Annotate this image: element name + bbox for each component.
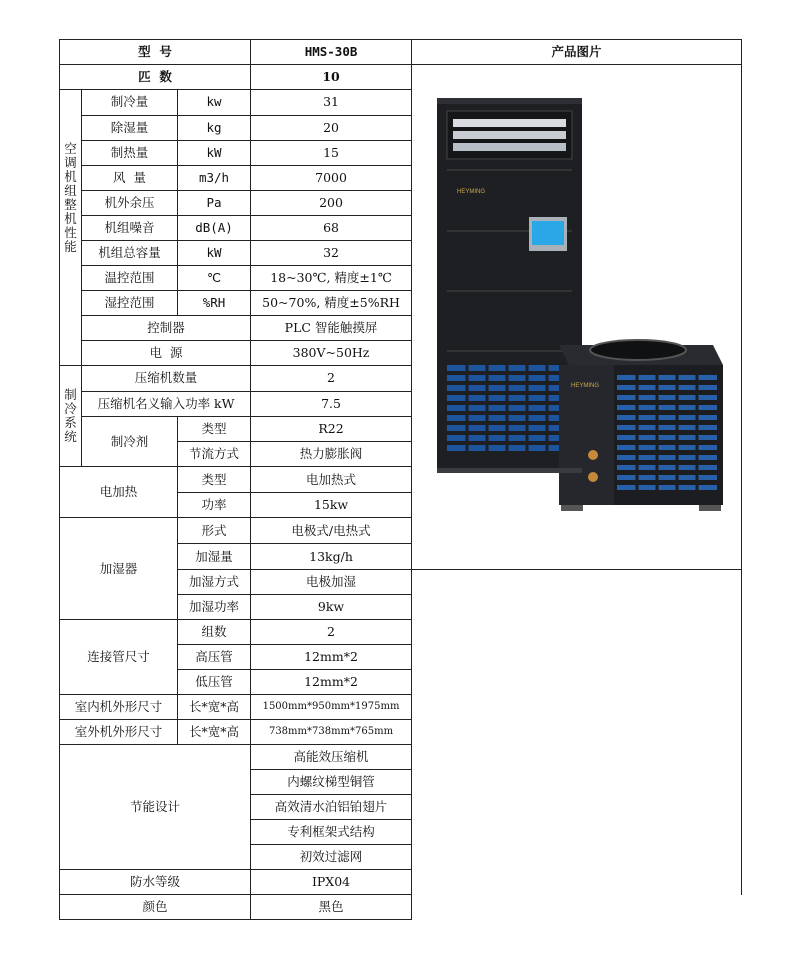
ac-value: 15 xyxy=(251,140,412,165)
ac-name: 除湿量 xyxy=(82,115,178,140)
pipe-groups-value: 2 xyxy=(251,620,412,645)
color-value: 黑色 xyxy=(251,895,412,920)
svg-text:HEYMING: HEYMING xyxy=(456,189,485,195)
ac-unit: kW xyxy=(178,240,251,265)
ac-name: 制热量 xyxy=(82,140,178,165)
ac-value: 31 xyxy=(251,90,412,116)
pipe-label: 连接管尺寸 xyxy=(60,620,178,695)
pipe-high-label: 高压管 xyxy=(178,645,251,670)
pishu-value: 10 xyxy=(251,65,412,90)
humidifier-form-value: 电极式/电热式 xyxy=(251,518,412,544)
ac-unit: kg xyxy=(178,115,251,140)
refrig-group-label xyxy=(60,365,82,467)
compressor-count-value: 2 xyxy=(251,365,412,391)
ac-unit: %RH xyxy=(178,290,251,315)
ac-name: 风 量 xyxy=(82,165,178,190)
spec-table xyxy=(59,39,742,920)
ac-value: 200 xyxy=(251,190,412,215)
energy-label: 节能设计 xyxy=(60,745,251,870)
vertical-char: 组 xyxy=(64,183,77,198)
electric-heat-type-label: 类型 xyxy=(178,467,251,493)
outdoor-size-sub: 长*宽*高 xyxy=(178,720,251,745)
ac-name: 机组噪音 xyxy=(82,215,178,240)
energy-item: 专利框架式结构 xyxy=(251,820,412,845)
indoor-size-sub: 长*宽*高 xyxy=(178,695,251,720)
ac-value: 32 xyxy=(251,240,412,265)
ac-unit: m3/h xyxy=(178,165,251,190)
refrigerant-type-label: 类型 xyxy=(178,416,251,442)
vertical-char: 制 xyxy=(64,387,77,403)
ac-group-label xyxy=(60,90,82,366)
humidifier-label: 加湿器 xyxy=(60,518,178,620)
vertical-char: 性 xyxy=(64,225,77,240)
refrigerant-throttle-value: 热力膨胀阀 xyxy=(251,442,412,467)
ac-value: 20 xyxy=(251,115,412,140)
unit-photo xyxy=(413,65,741,565)
indoor-size-label: 室内机外形尺寸 xyxy=(60,695,178,720)
ac-unit: kW xyxy=(178,140,251,165)
ac-value: 18~30℃, 精度±1℃ xyxy=(251,265,412,290)
ac-unit: Pa xyxy=(178,190,251,215)
compressor-power-label: 压缩机名义输入功率 kW xyxy=(82,391,251,416)
outdoor-size-label: 室外机外形尺寸 xyxy=(60,720,178,745)
waterproof-value: IPX04 xyxy=(251,870,412,895)
compressor-count-label: 压缩机数量 xyxy=(82,365,251,391)
humidifier-amount-value: 13kg/h xyxy=(251,544,412,570)
refrigerant-label: 制冷剂 xyxy=(82,416,178,467)
humidifier-power-value: 9kw xyxy=(251,595,412,620)
energy-item: 高效清水泊铝铂翅片 xyxy=(251,795,412,820)
ac-unit: ℃ xyxy=(178,265,251,290)
vertical-char: 冷 xyxy=(64,401,77,417)
pishu-label: 匹 数 xyxy=(60,65,251,90)
humidifier-form-label: 形式 xyxy=(178,518,251,544)
image-header: 产品图片 xyxy=(412,40,742,65)
waterproof-label: 防水等级 xyxy=(60,870,251,895)
indoor-size-value: 1500mm*950mm*1975mm xyxy=(251,695,412,720)
power-value: 380V~50Hz xyxy=(251,340,412,365)
pipe-high-value: 12mm*2 xyxy=(251,645,412,670)
ac-name: 机外余压 xyxy=(82,190,178,215)
pipe-groups-label: 组数 xyxy=(178,620,251,645)
electric-heat-type-value: 电加热式 xyxy=(251,467,412,493)
ac-name: 制冷量 xyxy=(82,90,178,116)
vertical-char: 整 xyxy=(64,197,77,212)
unit-photo-cell xyxy=(412,65,742,570)
ac-value: 50~70%, 精度±5%RH xyxy=(251,290,412,315)
controller-label: 控制器 xyxy=(82,315,251,340)
svg-text:HEYMING: HEYMING xyxy=(570,383,599,389)
electric-heat-label: 电加热 xyxy=(60,467,178,518)
vertical-char: 调 xyxy=(64,155,77,170)
humidifier-amount-label: 加湿量 xyxy=(178,544,251,570)
energy-item: 初效过滤网 xyxy=(251,845,412,870)
vertical-char: 能 xyxy=(64,239,77,254)
energy-item: 内螺纹梯型铜管 xyxy=(251,770,412,795)
ac-value: 68 xyxy=(251,215,412,240)
humidifier-method-label: 加湿方式 xyxy=(178,570,251,595)
vertical-char: 空 xyxy=(64,141,77,156)
vertical-char: 机 xyxy=(64,211,77,226)
vertical-char: 统 xyxy=(64,429,77,445)
refrigerant-type-value: R22 xyxy=(251,416,412,442)
outdoor-size-value: 738mm*738mm*765mm xyxy=(251,720,412,745)
refrigerant-throttle-label: 节流方式 xyxy=(178,442,251,467)
controller-value: PLC 智能触摸屏 xyxy=(251,315,412,340)
power-label: 电 源 xyxy=(82,340,251,365)
ac-name: 温控范围 xyxy=(82,265,178,290)
color-label: 颜色 xyxy=(60,895,251,920)
model-label: 型 号 xyxy=(60,40,251,65)
model-value: HMS-30B xyxy=(251,40,412,65)
ac-name: 机组总容量 xyxy=(82,240,178,265)
ac-unit: kw xyxy=(178,90,251,116)
ac-value: 7000 xyxy=(251,165,412,190)
humidifier-method-value: 电极加湿 xyxy=(251,570,412,595)
ac-unit: dB(A) xyxy=(178,215,251,240)
electric-heat-power-value: 15kw xyxy=(251,493,412,518)
ac-name: 湿控范围 xyxy=(82,290,178,315)
vertical-char: 机 xyxy=(64,169,77,184)
humidifier-power-label: 加湿功率 xyxy=(178,595,251,620)
compressor-power-value: 7.5 xyxy=(251,391,412,416)
pipe-low-value: 12mm*2 xyxy=(251,670,412,695)
electric-heat-power-label: 功率 xyxy=(178,493,251,518)
pipe-low-label: 低压管 xyxy=(178,670,251,695)
vertical-char: 系 xyxy=(64,415,77,431)
energy-item: 高能效压缩机 xyxy=(251,745,412,770)
